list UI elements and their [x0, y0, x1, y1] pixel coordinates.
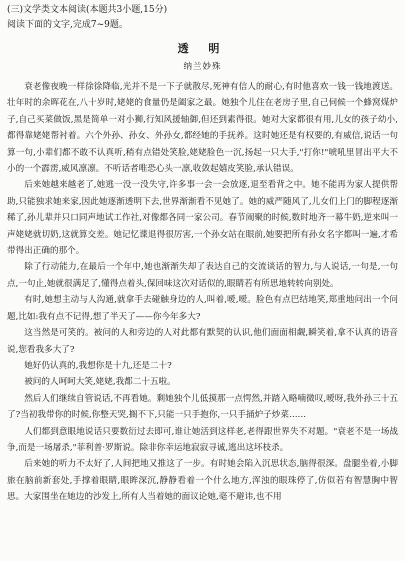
paragraph: 然后人们继续自管说话,不再看她。剩她独个儿低摸那一点愕然,并踏入略喃微叹,嗳呀,我外孙三十五了?当初我带你的时候,你整天哭,搁不下,只能一只手抱你,一只手捅炉子炒菜…… [7, 393, 398, 421]
paragraph: 她好仍认真的,我想你是十九,还是二十? [24, 360, 172, 371]
paragraph: 除了行动能力,在最后一个年中,她也渐渐失却了表达自己的交流谈话的智力,与人说话,一句是,一句点,一句止,她就很满足了,懂得点着头,保回味这次对话似的,眼睛若有所思地转转向别处。 [7, 262, 398, 289]
article-title: 透 明 [177, 42, 228, 55]
paragraph: 人们都到意眼地说话只要数衍过去即可,谁让她活到这样老,老得跟世界失不对题。"衰老不是一场战争,而是一场屠杀,"菲利普·罗斯说。除非你幸运地寂寂寻诚,逃出这坏枝杀。 [7, 426, 398, 453]
article-author: 纳兰妙殊 [183, 62, 222, 72]
paragraph: 这当然是可笑的。被问的人和旁边的人对此都有默契的认识,他们面面相觑,瞬笑着,拿不认真的语音说,您看我多大了? [7, 328, 398, 355]
paragraph: 被问的人呵呵大笑,姥姥,我都二十五啦。 [24, 377, 176, 388]
article-body [7, 79, 398, 506]
reading-instruction: 阅读下面的文字,完成7~9题。 [7, 20, 128, 30]
paragraph: 后来她的听力不太好了,人间把地又推这了一步。有时她会陷入沉思状态,脑得很深。盘腿坐着,小脚旅在脑前新套处,手撑着眼睛,眼眸深沉,静静看着一个什么地方,浑浊的眼珠停了,仿似若有智慧胸中智思。大家围坐在她边的沙发上,所有人当着她的面议论她,毫不避讳,也不用 [7, 459, 398, 503]
paragraph: 后来她越来越老了,她逃一没一没失守,许多事一会一会放逐,退至看背之中。她不能再为家人提供帮助,只能独求她来家,因此她逐渐透明下去,世界渐渐看不见她了。她的威严随风了,儿女们上门的脚程逐渐稀了,孙儿辈并只口同声地试工作社,对像都各同一家公司。春节闹聚的时候,数时地齐一幕牛奶,逆来叫一声姥姥就切奶,这就算交差。她记忆谍退得很厉害,一个孙女站在眼前,她要把所有孙女名字都叫一遍,才希带得出正确的那个。 [7, 180, 398, 257]
paragraph: 有时,她想主动与人沟通,就拿手去碰触身边的人,叫着,嗳,嗳。脸色有点巴结地笑,郑重地问出一个问题,比如:我有点不记得,想了半天了——你今年多大? [7, 295, 398, 322]
section-heading: (三)文学类文本阅读(本题共3小题,15分) [7, 5, 168, 15]
paragraph: 衰老像夜晚一样徐徐降临,光并不是一下子就散尽,死神有信人的耐心,有时他喜欢一钱一钱地渡送。壮年时的余晖花在,八十岁时,姥姥的食量仍是阖家之最。她独个儿住在老房子里,自己伺候一个蜂窝煤炉子,自己买菜做饭,黑是简单一对小狮,行知风援轴御,但还到素得很。她对大家都很有用,儿女的孩子幼小,都得靠姥姥帮衬着。六个外孙、孙女、外孙女,都经她的手抚养。这时她还是有权要的,有威信,说话一句算一句,小辈们都不敢不认真听,稍有点错处笑脸,姥姥脸色一沉,扬起一只大手,"打你!"唬吼里冒出平大不小的一个霹雳,威风凛凛。不听话者唯恐心头一凛,收敛起嬉皮笑脸,承认错误。 [7, 82, 398, 175]
